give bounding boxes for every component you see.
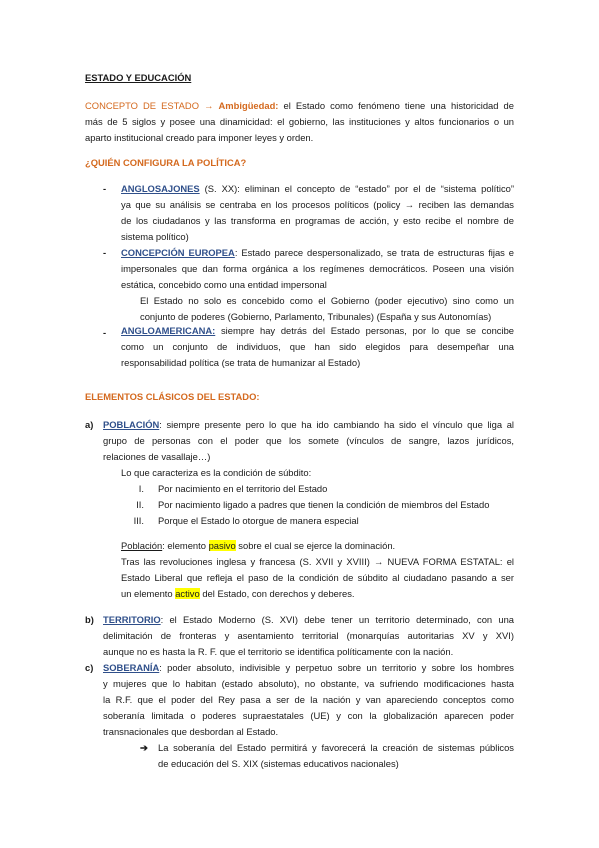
anglosajones-label: ANGLOSAJONES bbox=[121, 183, 200, 194]
angloamericana-line-1 bbox=[121, 325, 514, 336]
list-marker-c: c) bbox=[85, 662, 94, 673]
poblacion-line-1 bbox=[103, 419, 514, 430]
bullet-icon: - bbox=[103, 327, 107, 338]
poblacion-label: POBLACIÓN bbox=[103, 419, 160, 430]
soberania-note-1: La soberanía del Estado permitirá y favorecerá la creación de sistemas públicos bbox=[158, 742, 514, 753]
poblacion-pasivo-b: sobre el cual se ejerce la dominación. bbox=[238, 540, 396, 551]
soberania-line-2: y mujeres que lo habitan (estado absoluto), no obstante, va sufriendo modificaciones hasta bbox=[103, 678, 514, 689]
concepto-line-3: aparto institucional creado para imponer leyes y orden. bbox=[85, 132, 314, 143]
list-item: Por nacimiento en el territorio del Estado bbox=[158, 483, 328, 494]
poblacion-caracteriza: Lo que caracteriza es la condición de súbdito: bbox=[121, 467, 312, 478]
list-item: Por nacimiento ligado a padres que tienen la condición de miembros del Estado bbox=[158, 499, 490, 510]
europea-sub-2: conjunto de poderes (Gobierno, Parlamento, Tribunales) (España y sus Autonomías) bbox=[140, 311, 492, 322]
territorio-line-3: aunque no es hasta la R. F. que el territorio se identifica políticamente con la nación. bbox=[103, 646, 454, 657]
anglosajones-line-4: sistema político) bbox=[121, 231, 189, 242]
list-marker-a: a) bbox=[85, 419, 94, 430]
tras-3-a: un elemento bbox=[121, 588, 173, 599]
anglosajones-text: (S. XX): eliminan el concepto de “estado” por el de “sistema político” bbox=[204, 183, 515, 194]
list-item: Porque el Estado lo otorgue de manera especial bbox=[158, 515, 359, 526]
tras-line-2: Estado Liberal que refleja el paso de la condición de súbdito al ciudadano pasando a ser bbox=[121, 572, 514, 583]
poblacion-line-3: relaciones de vasallaje…) bbox=[103, 451, 211, 462]
angloamericana-line-2: como un conjunto de individuos, que han sido elegidos para desempeñar una bbox=[121, 341, 514, 352]
concepto-line-2: más de 5 siglos y posee una dinamicidad: el gobierno, las instituciones y altos funcionarios o un bbox=[85, 116, 514, 127]
territorio-text: : el Estado Moderno (S. XVI) debe tener un territorio determinado, con una bbox=[160, 614, 514, 625]
document-title: ESTADO Y EDUCACIÓN bbox=[85, 72, 192, 83]
list-marker-b: b) bbox=[85, 614, 94, 625]
soberania-line-5: transnacionales que desbordan al Estado. bbox=[103, 726, 279, 737]
bullet-icon: - bbox=[103, 183, 107, 194]
concepto-line-1 bbox=[85, 100, 514, 111]
soberania-line-3: la R.F. que el poder del Rey pasa a ser de la nación y van apareciendo conceptos como bbox=[103, 694, 514, 705]
europea-line-2: impersonales que dan forma orgánica a los regímenes democráticos. Poseen una visión bbox=[121, 263, 514, 274]
soberania-label: SOBERANÍA bbox=[103, 662, 160, 673]
poblacion-pasivo-a: : elemento bbox=[162, 540, 206, 551]
soberania-text: : poder absoluto, indivisible y perpetuo sobre un territorio y sobre los hombres bbox=[159, 662, 514, 673]
poblacion-sublabel: Población bbox=[121, 540, 163, 551]
anglosajones-line-2: ya que su análisis se centraba en los procesos políticos (policy → reciben las demandas bbox=[121, 199, 514, 210]
quien-heading: ¿QUIÉN CONFIGURA LA POLÍTICA? bbox=[85, 157, 247, 168]
territorio-line-1 bbox=[103, 614, 514, 625]
tras-3-b: del Estado, con derechos y deberes. bbox=[202, 588, 355, 599]
concepto-label: CONCEPTO DE ESTADO bbox=[85, 100, 199, 111]
tras-line-1: Tras las revoluciones inglesa y francesa (S. XVII y XVIII) → NUEVA FORMA ESTATAL: el bbox=[121, 556, 514, 567]
anglosajones-line-1 bbox=[121, 183, 514, 194]
territorio-label: TERRITORIO bbox=[103, 614, 161, 625]
angloamericana-label: ANGLOAMERICANA: bbox=[121, 325, 216, 336]
europea-sub-1: El Estado no solo es concebido como el Gobierno (poder ejecutivo) sino como un bbox=[140, 295, 514, 306]
arrow-right-icon: ➔ bbox=[140, 742, 148, 753]
anglosajones-line-3: de los ciudadanos y las transforma en programas de acción, y esto recibe el nombre de bbox=[121, 215, 514, 226]
soberania-line-1 bbox=[103, 662, 514, 673]
pasivo-highlight: pasivo bbox=[208, 540, 236, 551]
tras-line-3 bbox=[121, 588, 355, 599]
europea-label: CONCEPCIÓN EUROPEA bbox=[121, 247, 235, 258]
soberania-line-4: soberanía limitada o poderes supraestatales (UE) y con la globalización aparecen poder bbox=[103, 710, 514, 721]
territorio-line-2: delimitación de fronteras y asentamiento territorial (monarquías autoritarias XV y XVI) bbox=[103, 630, 514, 641]
roman-numeral: I. bbox=[138, 483, 144, 494]
angloamericana-line-3: responsabilidad política (se trata de humanizar al Estado) bbox=[121, 357, 361, 368]
roman-numeral: II. bbox=[136, 499, 144, 510]
europea-line-3: estática, concebido como una entidad impersonal bbox=[121, 279, 327, 290]
ambiguedad-label: Ambigüedad: bbox=[218, 100, 279, 111]
europea-text: : Estado parece despersonalizado, se trata de estructuras fijas e bbox=[234, 247, 514, 258]
roman-numeral: III. bbox=[133, 515, 144, 526]
europea-line-1 bbox=[121, 247, 514, 258]
soberania-note-2: de educación del S. XIX (sistemas educativos nacionales) bbox=[158, 758, 399, 769]
concepto-text: el Estado como fenómeno tiene una historicidad de bbox=[283, 100, 514, 111]
bullet-icon: - bbox=[103, 247, 107, 258]
activo-highlight: activo bbox=[175, 588, 200, 599]
poblacion-line-2: grupo de personas con el poder que los somete (vínculos de sangre, lazos jurídicos, bbox=[103, 435, 514, 446]
arrow-icon: → bbox=[204, 100, 214, 111]
poblacion-text: : siempre presente pero lo que ha ido cambiando ha sido el vínculo que liga al bbox=[159, 419, 514, 430]
poblacion-pasivo-line bbox=[121, 540, 395, 551]
angloamericana-text: siempre hay detrás del Estado personas, por lo que se concibe bbox=[220, 325, 514, 336]
elementos-heading: ELEMENTOS CLÁSICOS DEL ESTADO: bbox=[85, 391, 260, 402]
